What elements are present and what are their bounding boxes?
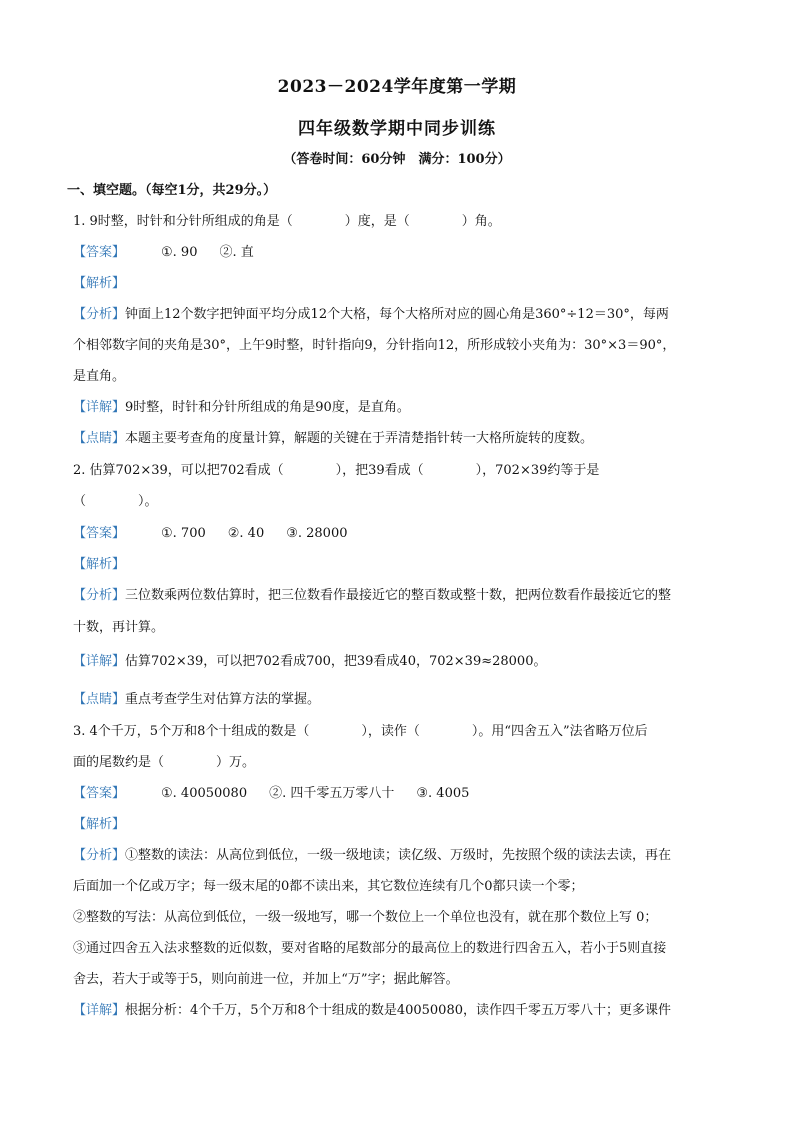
section-title: 一、填空题。（每空1分，共29分。）	[67, 183, 277, 198]
q1-answer-2: ②. 直	[219, 245, 254, 260]
q2-question-line-2: （ ）。	[73, 494, 158, 509]
q3-answer-3: ③. 4005	[416, 786, 470, 801]
q2-question-line-1: 2. 估算702×39，可以把702看成（ ），把39看成（ ），702×39约等于是	[73, 463, 600, 478]
q2-answer-row	[73, 525, 348, 543]
q2-answer-3: ③. 28000	[286, 526, 348, 541]
q1-xiangjie: 【详解】9时整，时针和分针所组成的角是90度，是直角。	[73, 400, 410, 415]
fenxi-label: 【分析】	[73, 848, 126, 863]
q2-dianjing: 【点睛】重点考查学生对估算方法的掌握。	[73, 692, 321, 707]
q1-jiexi-label: 【解析】	[73, 276, 126, 291]
answer-label: 【答案】	[73, 245, 126, 260]
q2-answer-2: ②. 40	[227, 526, 265, 541]
q2-answer-1: ①. 700	[161, 526, 206, 541]
q3-fenxi-line-5: 舍去，若大于或等于5，则向前进一位，并加上“万”字；据此解答。	[73, 972, 459, 987]
q3-answer-2: ②. 四千零五万零八十	[269, 786, 395, 801]
q1-dianjing: 【点睛】本题主要考查角的度量计算，解题的关键在于弄清楚指针转一大格所旋转的度数。	[73, 431, 594, 446]
q1-fenxi-line-1: 【分析】钟面上12个数字把钟面平均分成12个大格，每个大格所对应的圆心角是360°÷12＝30°，每两	[73, 307, 669, 322]
q3-jiexi-label: 【解析】	[73, 817, 126, 832]
title-info: （答卷时间：60分钟 满分：100分）	[283, 152, 511, 167]
title-main: 四年级数学期中同步训练	[298, 119, 496, 139]
q2-xiangjie: 【详解】估算702×39，可以把702看成700，把39看成40，702×39≈28000。	[73, 654, 547, 669]
dianjing-label: 【点睛】	[73, 431, 126, 446]
q3-fenxi-line-2: 后面加一个亿或万字；每一级末尾的0都不读出来，其它数位连续有几个0都只读一个零；	[73, 879, 584, 894]
q2-fenxi-line-1: 【分析】三位数乘两位数估算时，把三位数看作最接近它的整百数或整十数，把两位数看作最接近它的整	[73, 588, 672, 603]
q1-answer-1: ①. 90	[161, 245, 198, 260]
fenxi-label: 【分析】	[73, 307, 126, 322]
q3-fenxi-line-3: ②整数的写法：从高位到低位，一级一级地写，哪一个数位上一个单位也没有，就在那个数位上写 0；	[73, 910, 658, 925]
q1-answer-row	[73, 244, 254, 262]
xiangjie-label: 【详解】	[73, 400, 126, 415]
answer-label: 【答案】	[73, 786, 126, 801]
q3-answer-1: ①. 40050080	[161, 786, 248, 801]
q2-fenxi-line-2: 十数，再计算。	[73, 620, 165, 635]
q3-fenxi-line-4: ③通过四舍五入法求整数的近似数，要对省略的尾数部分的最高位上的数进行四舍五入，若小于5则直接	[73, 941, 667, 956]
xiangjie-label: 【详解】	[73, 1003, 126, 1018]
q3-question-line-1: 3. 4个千万，5个万和8个十组成的数是（ ），读作（ ）。用“四舍五入”法省略万位后	[73, 724, 648, 739]
fenxi-label: 【分析】	[73, 588, 126, 603]
q3-fenxi-line-1: 【分析】①整数的读法：从高位到低位，一级一级地读；读亿级、万级时，先按照个级的读法去读，再在	[73, 848, 672, 863]
q3-answer-row	[73, 785, 469, 803]
q3-question-line-2: 面的尾数约是（ ）万。	[73, 755, 256, 770]
dianjing-label: 【点睛】	[73, 692, 126, 707]
title-year: 2023－2024学年度第一学期	[277, 77, 517, 97]
xiangjie-label: 【详解】	[73, 654, 126, 669]
q1-fenxi-line-3: 是直角。	[73, 369, 126, 384]
q3-xiangjie: 【详解】根据分析：4个千万，5个万和8个十组成的数是40050080，读作四千零五万零八十；更多课件	[73, 1003, 671, 1018]
answer-label: 【答案】	[73, 526, 126, 541]
q2-jiexi-label: 【解析】	[73, 557, 126, 572]
q1-question: 1. 9时整，时针和分针所组成的角是（ ）度，是（ ）角。	[73, 214, 501, 229]
q1-fenxi-line-2: 个相邻数字间的夹角是30°，上午9时整，时针指向9，分针指向12，所形成较小夹角为：30°×3＝90°，	[73, 338, 676, 353]
